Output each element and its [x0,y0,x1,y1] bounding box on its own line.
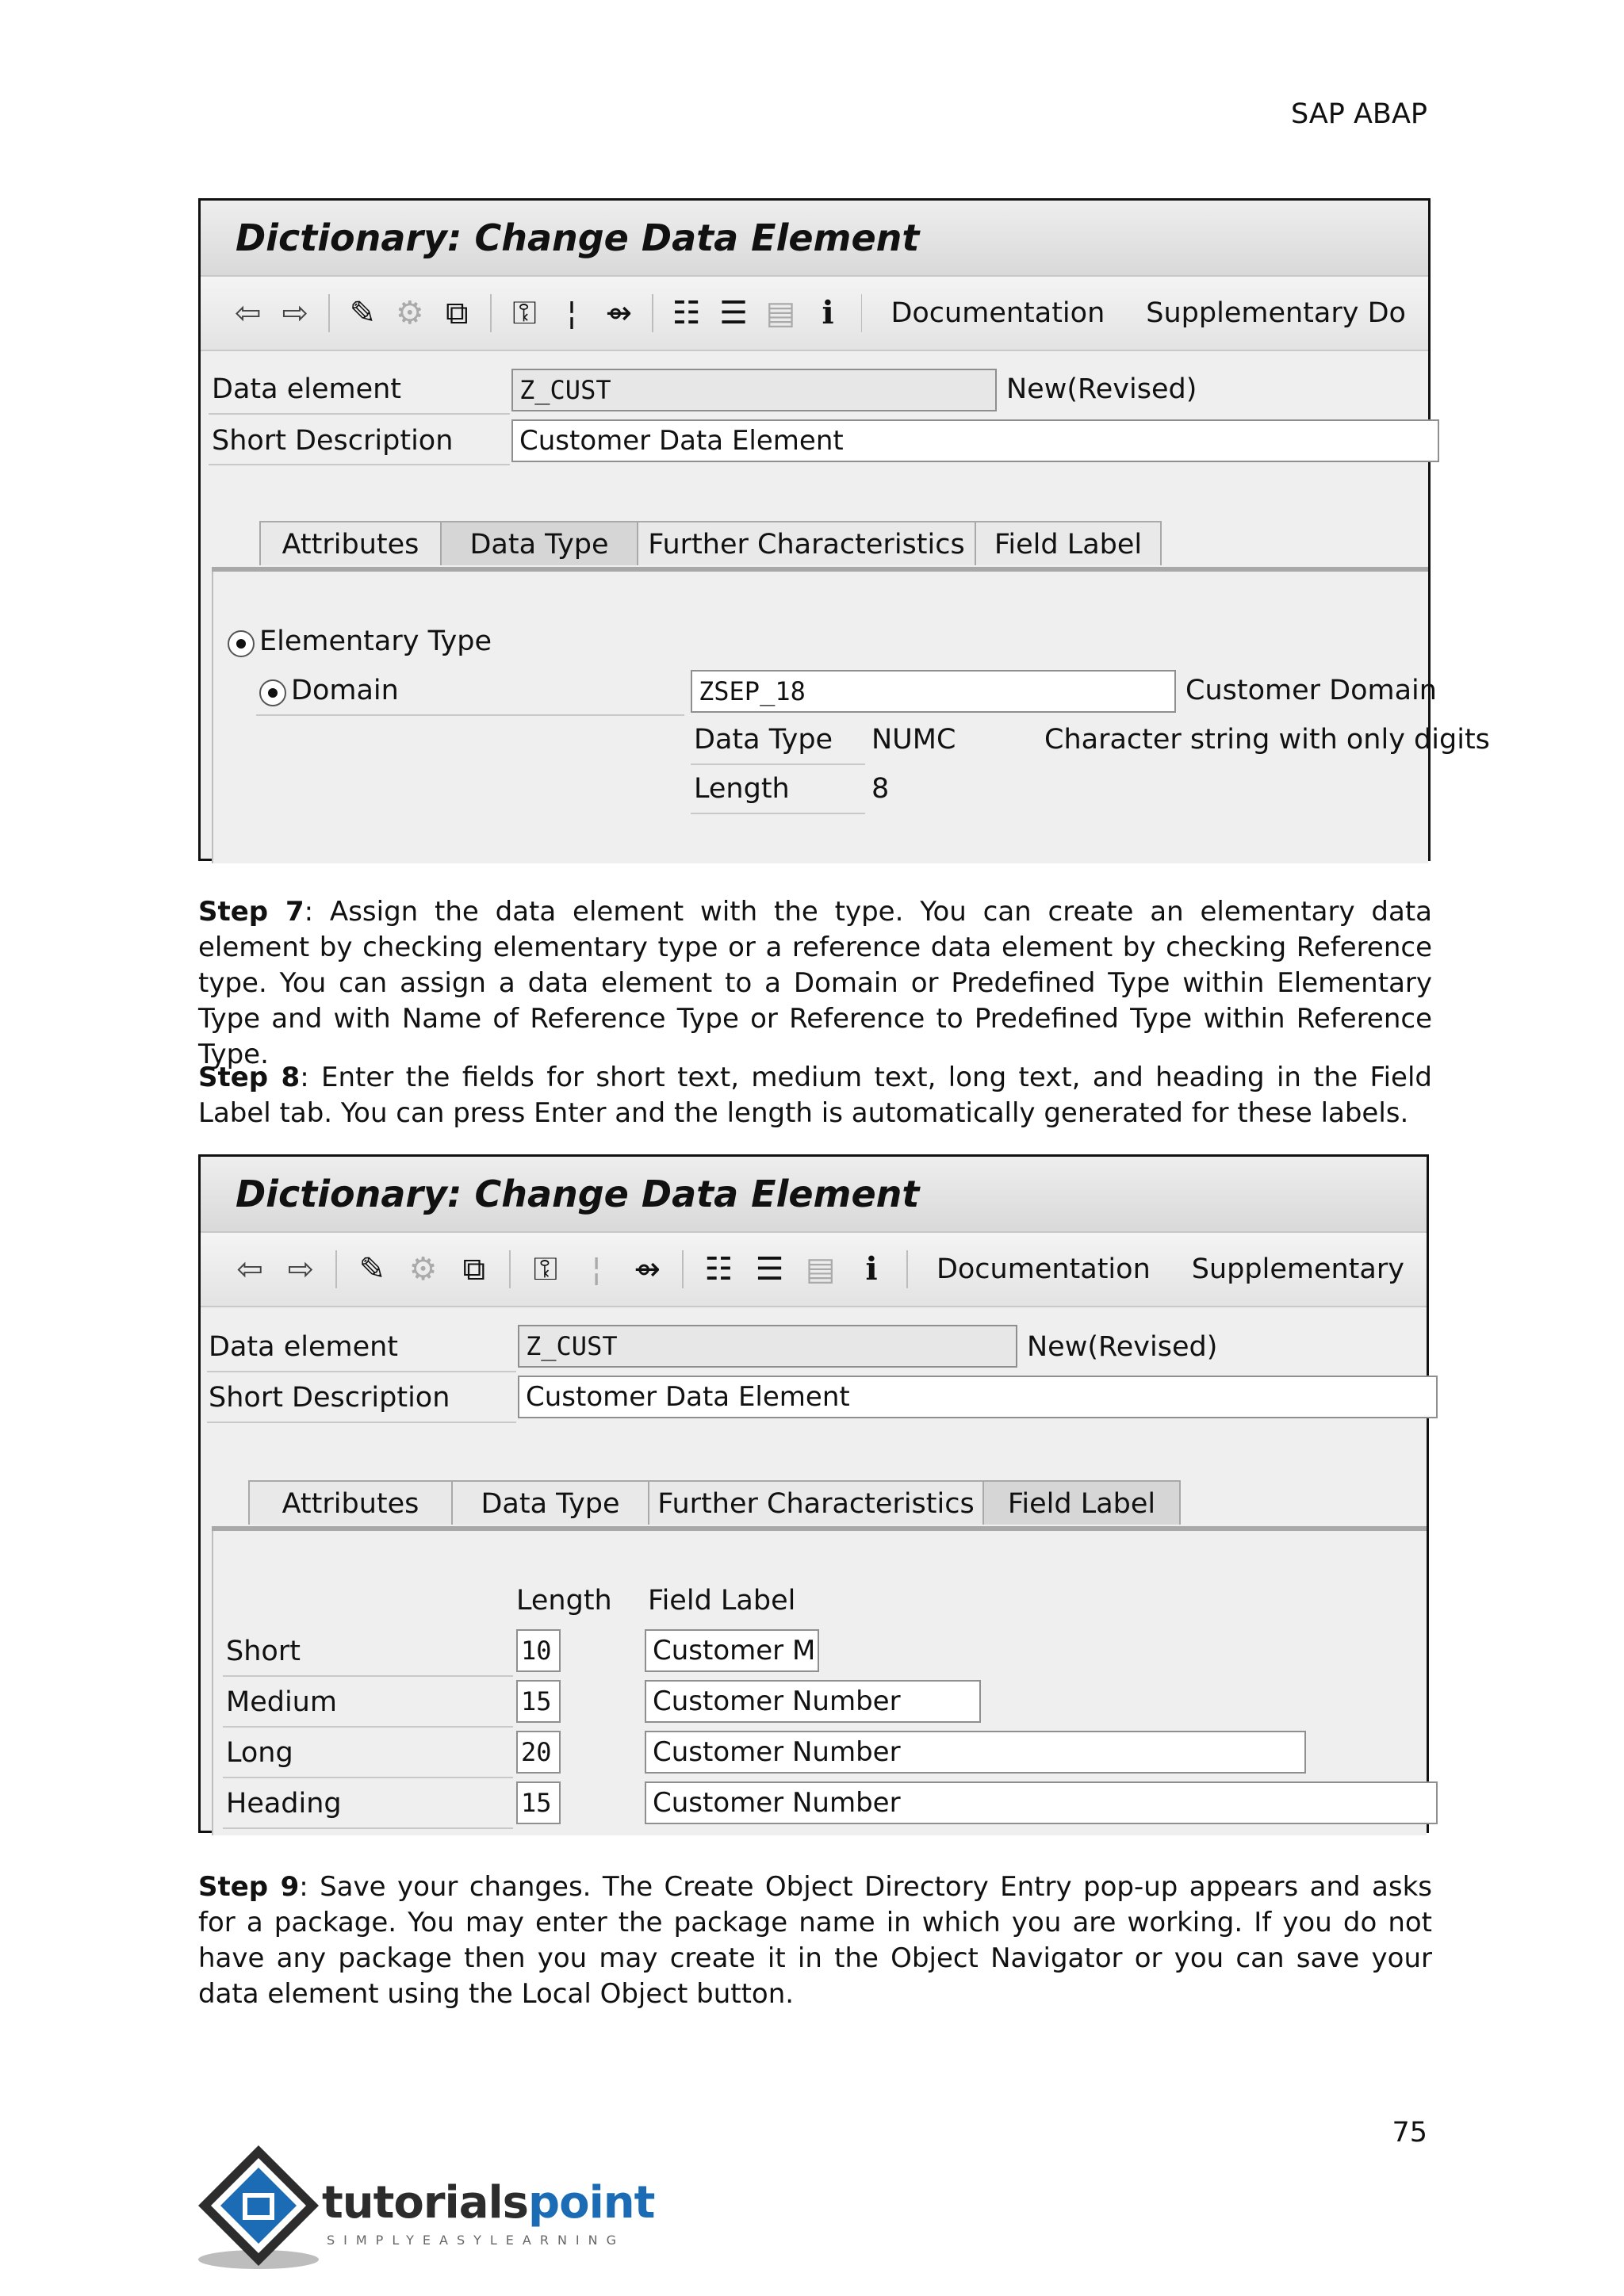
display-change-icon[interactable]: ✎ [358,1251,386,1288]
domain-label: Domain [291,675,399,706]
tab-data-type[interactable]: Data Type [440,521,638,565]
step-8-label: Step 8 [198,1062,301,1093]
step-7-text: : Assign the data element with the type. You can create an elementary data element by checking elementary type or a reference data element by checking Reference type. You can assign a data element to a Domain or Predefined Type within Elementary Type and with Name of Reference Type or Reference to Predefined Type within Reference Type. [198,896,1433,1070]
label-underline [209,464,510,465]
application-toolbar [201,277,1428,351]
domain-radio[interactable] [259,679,286,706]
data-element-label: Data element [212,373,402,405]
tab-content-field-label [212,1531,1427,1835]
length-column-header: Length [516,1585,612,1617]
table-icon[interactable]: ▤ [805,1251,836,1288]
tab-attributes[interactable]: Attributes [248,1480,453,1525]
short-label-field[interactable]: Customer M [645,1629,819,1672]
logo-wordmark [322,2177,654,2229]
tab-attributes[interactable]: Attributes [259,521,442,565]
data-type-label: Data Type [694,724,833,756]
tab-data-type[interactable]: Data Type [451,1480,649,1525]
check-icon[interactable]: ⧉ [462,1251,486,1288]
tabstrip [212,1480,1427,1531]
hierarchy-icon[interactable]: ☷ [672,295,701,331]
data-element-field[interactable]: Z_CUST [518,1325,1017,1368]
step-8-text: : Enter the fields for short text, medium text, long text, and heading in the Field Label tab. You can press Enter and the length is automatically generated for these labels. [198,1062,1432,1129]
elementary-type-label: Elementary Type [259,626,492,657]
domain-description: Customer Domain [1185,675,1437,706]
short-description-label: Short Description [209,1382,450,1414]
label-underline [223,1675,513,1677]
label-underline [691,813,865,814]
long-row-label: Long [226,1737,293,1769]
domain-field[interactable]: ZSEP_18 [691,670,1176,713]
heading-label-field[interactable]: Customer Number [645,1781,1438,1824]
status-text: New(Revised) [1027,1331,1218,1363]
short-length-field[interactable]: 10 [516,1629,561,1672]
info-icon[interactable]: ℹ [865,1251,878,1288]
tab-field-label[interactable]: Field Label [975,521,1162,565]
data-element-label: Data element [209,1331,399,1363]
activate-icon[interactable]: ⚿ [533,1251,558,1288]
back-icon[interactable]: ⇦ [236,1251,263,1288]
object-list-icon[interactable]: ⇴ [634,1251,661,1288]
tab-further-characteristics[interactable]: Further Characteristics [637,521,976,565]
medium-label-field[interactable]: Customer Number [645,1680,981,1723]
back-icon[interactable]: ⇦ [234,295,262,331]
display-change-icon[interactable]: ✎ [349,295,377,331]
page-number: 75 [1392,2117,1427,2149]
supplementary-documentation-button[interactable]: Supplementary [1191,1253,1404,1285]
toolbar-separator [509,1250,511,1288]
label-underline [223,1726,513,1728]
long-label-field[interactable]: Customer Number [645,1731,1306,1774]
logo-text-tutorials: tutorials [322,2177,529,2229]
documentation-button[interactable]: Documentation [936,1253,1151,1285]
heading-length-field[interactable]: 15 [516,1781,561,1824]
table-icon[interactable]: ▤ [765,295,796,331]
long-length-field[interactable]: 20 [516,1731,561,1774]
stack-icon[interactable]: ☰ [719,295,748,331]
medium-length-field[interactable]: 15 [516,1680,561,1723]
activate-icon[interactable]: ⚿ [512,295,537,331]
window-title: Dictionary: Change Data Element [201,201,1428,277]
step-8-paragraph [198,1060,1432,1131]
check-icon[interactable]: ⧉ [446,295,469,331]
toolbar-separator [490,294,492,332]
label-underline [207,1371,516,1372]
data-type-description: Character string with only digits [1044,724,1490,756]
other-object-icon[interactable]: ⚙ [408,1251,438,1288]
toolbar-separator [652,294,653,332]
status-text: New(Revised) [1006,373,1197,405]
field-label-column-header: Field Label [648,1585,796,1617]
tab-further-characteristics[interactable]: Further Characteristics [648,1480,984,1525]
where-used-icon[interactable]: ¦ [566,295,577,331]
where-used-icon[interactable]: ¦ [591,1251,602,1288]
running-header: SAP ABAP [1290,98,1427,130]
toolbar-separator [328,294,330,332]
data-type-value: NUMC [871,724,956,756]
sap-screenshot-field-label [198,1154,1429,1833]
step-9-text: : Save your changes. The Create Object Directory Entry pop-up appears and asks for a package. You may enter the package name in which you are working. If you do not have any package then you may create it in the Object Navigator or you can save your data element using the Local Object button. [198,1871,1432,2010]
step-9-label: Step 9 [198,1871,300,1903]
logo-mark-icon [195,2141,330,2275]
label-underline [691,763,865,765]
label-underline [207,1422,516,1423]
stack-icon[interactable]: ☰ [755,1251,784,1288]
documentation-button[interactable]: Documentation [891,297,1105,329]
toolbar-separator [682,1250,684,1288]
tutorialspoint-logo [195,2141,655,2275]
supplementary-documentation-button[interactable]: Supplementary Do [1146,297,1406,329]
forward-icon[interactable]: ⇨ [287,1251,315,1288]
length-value: 8 [871,773,890,805]
label-underline [209,413,510,415]
data-element-field[interactable]: Z_CUST [511,369,997,411]
short-description-field[interactable]: Customer Data Element [511,419,1439,462]
hierarchy-icon[interactable]: ☷ [704,1251,733,1288]
sap-screenshot-data-type [198,198,1490,861]
tab-field-label[interactable]: Field Label [982,1480,1181,1525]
label-underline [256,714,684,716]
logo-tagline: SIMPLYEASYLEARNING [327,2233,626,2248]
info-icon[interactable]: ℹ [822,295,834,331]
step-7-paragraph [198,894,1432,1073]
logo-text-point: point [528,2177,655,2229]
short-description-label: Short Description [212,425,454,457]
application-toolbar [201,1233,1427,1307]
step-9-paragraph [198,1869,1432,2012]
toolbar-separator [335,1250,337,1288]
tab-content-data-type [212,572,1490,863]
elementary-type-radio[interactable] [228,630,255,657]
toolbar-separator [861,294,863,332]
short-description-field[interactable]: Customer Data Element [518,1376,1438,1418]
label-underline [223,1827,513,1829]
length-label: Length [694,773,790,805]
label-underline [223,1777,513,1778]
heading-row-label: Heading [226,1788,342,1820]
short-row-label: Short [226,1636,301,1667]
step-7-label: Step 7 [198,896,304,928]
toolbar-separator [906,1250,908,1288]
forward-icon[interactable]: ⇨ [282,295,308,331]
object-list-icon[interactable]: ⇴ [605,295,633,331]
medium-row-label: Medium [226,1686,337,1718]
other-object-icon[interactable]: ⚙ [395,295,424,331]
window-title: Dictionary: Change Data Element [201,1157,1427,1233]
tabstrip [212,521,1428,572]
